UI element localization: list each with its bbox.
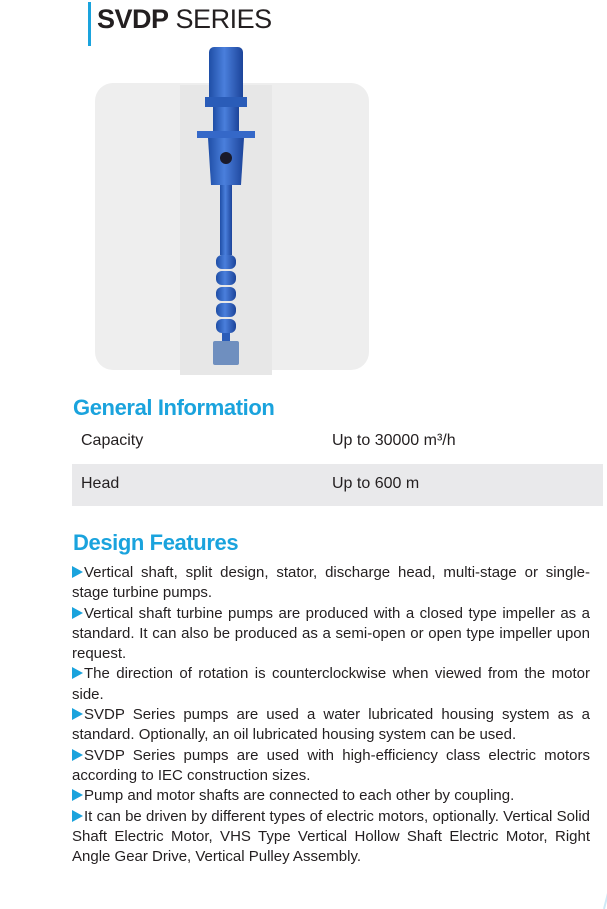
pump-coupling xyxy=(213,107,239,131)
triangle-bullet-icon xyxy=(72,708,83,720)
pump-shaft-end xyxy=(222,333,230,341)
triangle-bullet-icon xyxy=(72,749,83,761)
feature-item: The direction of rotation is counterclockwise when viewed from the motor side. xyxy=(72,665,590,703)
triangle-bullet-icon xyxy=(72,667,83,679)
general-information-heading: General Information xyxy=(73,395,275,420)
feature-item: Vertical shaft turbine pumps are produced with a closed type impeller as a standard. It can also be produced as a semi-open or open type impeller upon request. xyxy=(72,604,590,663)
triangle-bullet-icon xyxy=(72,607,83,619)
feature-item: Vertical shaft, split design, stator, discharge head, multi-stage or single-stage turbine pumps. xyxy=(72,564,590,602)
triangle-bullet-icon xyxy=(72,789,83,801)
info-row-head xyxy=(72,464,603,506)
feature-item: SVDP Series pumps are used a water lubricated housing system as a standard. Optionally, an oil lubricated housing system can be used. xyxy=(72,706,590,744)
design-features-heading: Design Features xyxy=(73,530,239,555)
info-label: Capacity xyxy=(81,432,144,449)
triangle-bullet-icon xyxy=(72,810,83,822)
decorative-corner-line xyxy=(603,836,607,909)
page-title xyxy=(97,4,272,35)
pump-illustration xyxy=(95,45,369,375)
title-bold: SVDP xyxy=(97,4,169,34)
info-value: Up to 30000 m³/h xyxy=(332,432,456,449)
pump-discharge-port xyxy=(220,152,232,164)
title-accent-bar xyxy=(88,2,91,46)
triangle-bullet-icon xyxy=(72,566,83,578)
info-label: Head xyxy=(81,475,120,492)
info-value: Up to 600 m xyxy=(332,475,420,492)
pump-head-flange xyxy=(197,131,255,138)
pump-column xyxy=(220,185,232,255)
feature-item: Pump and motor shafts are connected to each other by coupling. xyxy=(72,786,590,806)
pump-motor-flange xyxy=(205,97,247,107)
pump-motor xyxy=(209,47,243,102)
pump-bowls xyxy=(216,255,236,333)
feature-item: It can be driven by different types of electric motors, optionally. Vertical Solid Shaft Electric Motor, VHS Type Vertical Hollow Shaft Electric Motor, Right Angle Gear Drive, Vertical Pulley Assembly. xyxy=(72,807,590,866)
feature-item: SVDP Series pumps are used with high-efficiency class electric motors according to IEC construction sizes. xyxy=(72,746,590,784)
design-features-list xyxy=(72,563,590,867)
info-row-capacity xyxy=(72,421,603,463)
pump-suction-strainer xyxy=(213,341,239,365)
title-rest: SERIES xyxy=(175,4,272,34)
